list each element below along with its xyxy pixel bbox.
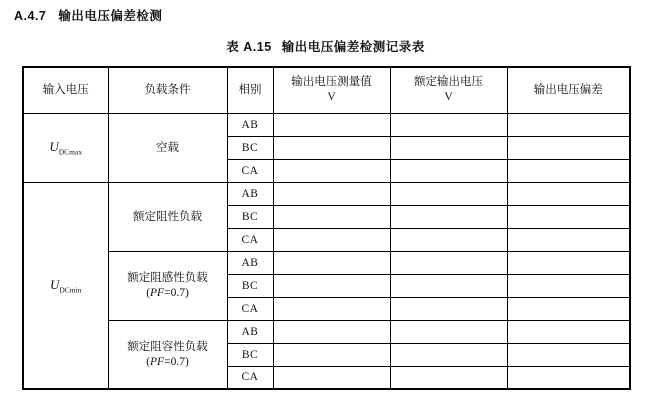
phase-cell: BC bbox=[227, 343, 273, 366]
measured-voltage-cell bbox=[273, 366, 390, 389]
column-header-rated-voltage: 额定输出电压 V bbox=[390, 67, 507, 113]
record-table bbox=[22, 66, 631, 390]
load-note: (PF=0.7) bbox=[146, 355, 189, 368]
load-condition-cell bbox=[108, 182, 227, 251]
column-header-input-voltage: 输入电压 bbox=[23, 67, 108, 113]
rated-voltage-cell bbox=[390, 297, 507, 320]
measured-voltage-cell bbox=[273, 136, 390, 159]
measured-voltage-cell bbox=[273, 320, 390, 343]
table-row bbox=[23, 251, 630, 274]
phase-cell: BC bbox=[227, 274, 273, 297]
header-row bbox=[23, 67, 630, 113]
column-header-phase: 相别 bbox=[227, 67, 273, 113]
phase-cell: BC bbox=[227, 205, 273, 228]
column-header-load-condition: 负载条件 bbox=[108, 67, 227, 113]
voltage-deviation-cell bbox=[507, 251, 630, 274]
voltage-deviation-cell bbox=[507, 274, 630, 297]
load-condition-cell bbox=[108, 320, 227, 389]
voltage-deviation-cell bbox=[507, 159, 630, 182]
voltage-deviation-cell bbox=[507, 228, 630, 251]
section-number: A.4.7 bbox=[14, 9, 47, 23]
voltage-deviation-cell bbox=[507, 343, 630, 366]
input-voltage-cell bbox=[23, 182, 108, 389]
voltage-subscript: DCmax bbox=[58, 147, 83, 157]
voltage-symbol: U bbox=[49, 138, 59, 154]
voltage-subscript: DCmin bbox=[59, 284, 82, 294]
table-title bbox=[0, 40, 651, 54]
phase-cell: CA bbox=[227, 297, 273, 320]
phase-cell: BC bbox=[227, 136, 273, 159]
phase-cell: CA bbox=[227, 159, 273, 182]
rated-voltage-cell bbox=[390, 366, 507, 389]
phase-cell: AB bbox=[227, 251, 273, 274]
rated-voltage-cell bbox=[390, 136, 507, 159]
section-heading bbox=[14, 9, 651, 23]
measured-voltage-cell bbox=[273, 182, 390, 205]
measured-voltage-cell bbox=[273, 113, 390, 136]
rated-voltage-cell bbox=[390, 228, 507, 251]
input-voltage-cell bbox=[23, 113, 108, 182]
table-title-text: 输出电压偏差检测记录表 bbox=[281, 40, 425, 54]
measured-voltage-cell bbox=[273, 343, 390, 366]
phase-cell: CA bbox=[227, 228, 273, 251]
voltage-deviation-cell bbox=[507, 297, 630, 320]
phase-cell: AB bbox=[227, 113, 273, 136]
measured-voltage-cell bbox=[273, 228, 390, 251]
load-name: 额定阻性负载 bbox=[133, 210, 202, 223]
phase-cell: CA bbox=[227, 366, 273, 389]
column-header-measured-voltage: 输出电压测量值 V bbox=[273, 67, 390, 113]
rated-voltage-cell bbox=[390, 205, 507, 228]
measured-voltage-cell bbox=[273, 159, 390, 182]
table-row bbox=[23, 182, 630, 205]
voltage-deviation-cell bbox=[507, 136, 630, 159]
rated-voltage-cell bbox=[390, 320, 507, 343]
load-condition-cell bbox=[108, 113, 227, 182]
voltage-deviation-cell bbox=[507, 113, 630, 136]
voltage-symbol: U bbox=[50, 276, 60, 292]
load-name: 额定阻容性负载 bbox=[127, 340, 208, 353]
phase-cell: AB bbox=[227, 182, 273, 205]
section-title-text: 输出电压偏差检测 bbox=[58, 9, 163, 23]
measured-voltage-cell bbox=[273, 205, 390, 228]
voltage-deviation-cell bbox=[507, 182, 630, 205]
measured-voltage-cell bbox=[273, 251, 390, 274]
column-header-voltage-deviation: 输出电压偏差 bbox=[507, 67, 630, 113]
voltage-deviation-cell bbox=[507, 205, 630, 228]
table-number: 表 A.15 bbox=[226, 40, 272, 54]
load-condition-cell bbox=[108, 251, 227, 320]
table-row bbox=[23, 320, 630, 343]
voltage-deviation-cell bbox=[507, 366, 630, 389]
phase-cell: AB bbox=[227, 320, 273, 343]
rated-voltage-cell bbox=[390, 113, 507, 136]
table-row bbox=[23, 113, 630, 136]
rated-voltage-cell bbox=[390, 274, 507, 297]
rated-voltage-cell bbox=[390, 159, 507, 182]
voltage-deviation-cell bbox=[507, 320, 630, 343]
load-name: 额定阻感性负载 bbox=[127, 272, 208, 284]
measured-voltage-cell bbox=[273, 297, 390, 320]
rated-voltage-cell bbox=[390, 251, 507, 274]
rated-voltage-cell bbox=[390, 182, 507, 205]
table-body bbox=[23, 113, 630, 389]
measured-voltage-cell bbox=[273, 274, 390, 297]
load-note: (PF=0.7) bbox=[146, 287, 189, 299]
load-name: 空载 bbox=[156, 141, 179, 154]
rated-voltage-cell bbox=[390, 343, 507, 366]
table-header bbox=[23, 67, 630, 113]
